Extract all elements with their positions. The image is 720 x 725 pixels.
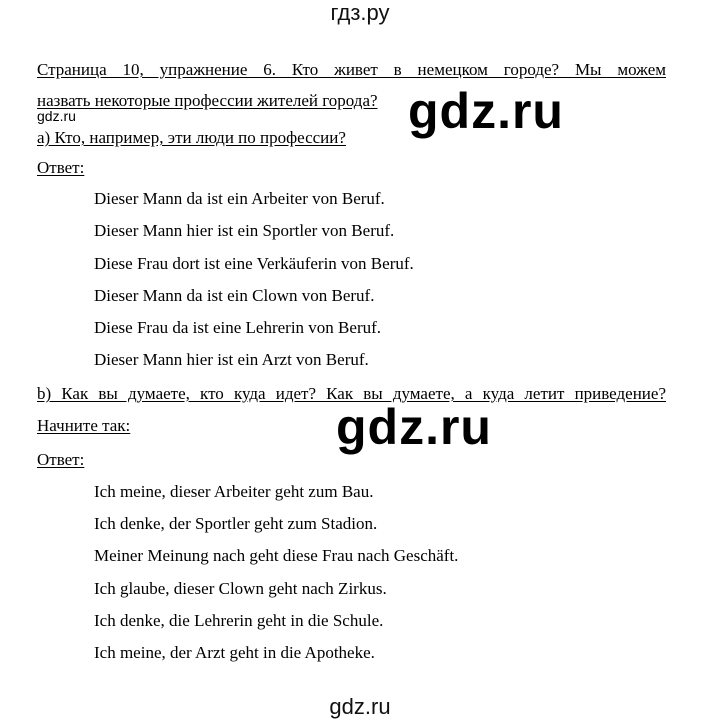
part-a-question: а) Кто, например, эти люди по профессии? [37,128,346,147]
part-b-question: b) Как вы думаете, кто куда идет? Как вы думаете, а куда летит приведение? [37,384,666,403]
watermark-small: gdz.ru [37,108,76,124]
part-a-answer-3: Diese Frau dort ist eine Verkäuferin von Beruf. [94,254,414,273]
part-a-answer-label: Ответ: [37,158,85,177]
watermark-large-middle: gdz.ru [336,399,492,455]
part-b-answer-2: Ich denke, der Sportler geht zum Stadion. [94,514,378,533]
part-b-start-label: Начните так: [37,416,131,435]
watermark-large-top: gdz.ru [408,83,564,139]
part-b-answer-1: Ich meine, dieser Arbeiter geht zum Bau. [94,482,374,501]
part-a-answer-6: Dieser Mann hier ist ein Arzt von Beruf. [94,350,369,369]
part-b-answer-6: Ich meine, der Arzt geht in die Apotheke. [94,643,375,662]
page-header: гдз.ру [330,0,390,25]
part-b-answer-4: Ich glaube, dieser Clown geht nach Zirkus. [94,579,387,598]
part-b-answer-label: Ответ: [37,450,85,469]
part-a-answer-5: Diese Frau da ist eine Lehrerin von Beruf. [94,318,382,337]
part-b-answer-3: Meiner Meinung nach geht diese Frau nach Geschäft. [94,546,459,565]
task-title-line-2: назвать некоторые профессии жителей города? [37,91,378,110]
part-b-answer-5: Ich denke, die Lehrerin geht in die Schule. [94,611,384,630]
part-a-answer-2: Dieser Mann hier ist ein Sportler von Beruf. [94,221,395,240]
page-footer: gdz.ru [329,694,391,719]
part-a-answer-1: Dieser Mann da ist ein Arbeiter von Beruf. [94,189,385,208]
task-title-line-1: Страница 10, упражнение 6. Кто живет в немецком городе? Мы можем [37,60,666,79]
part-a-answer-4: Dieser Mann da ist ein Clown von Beruf. [94,286,375,305]
